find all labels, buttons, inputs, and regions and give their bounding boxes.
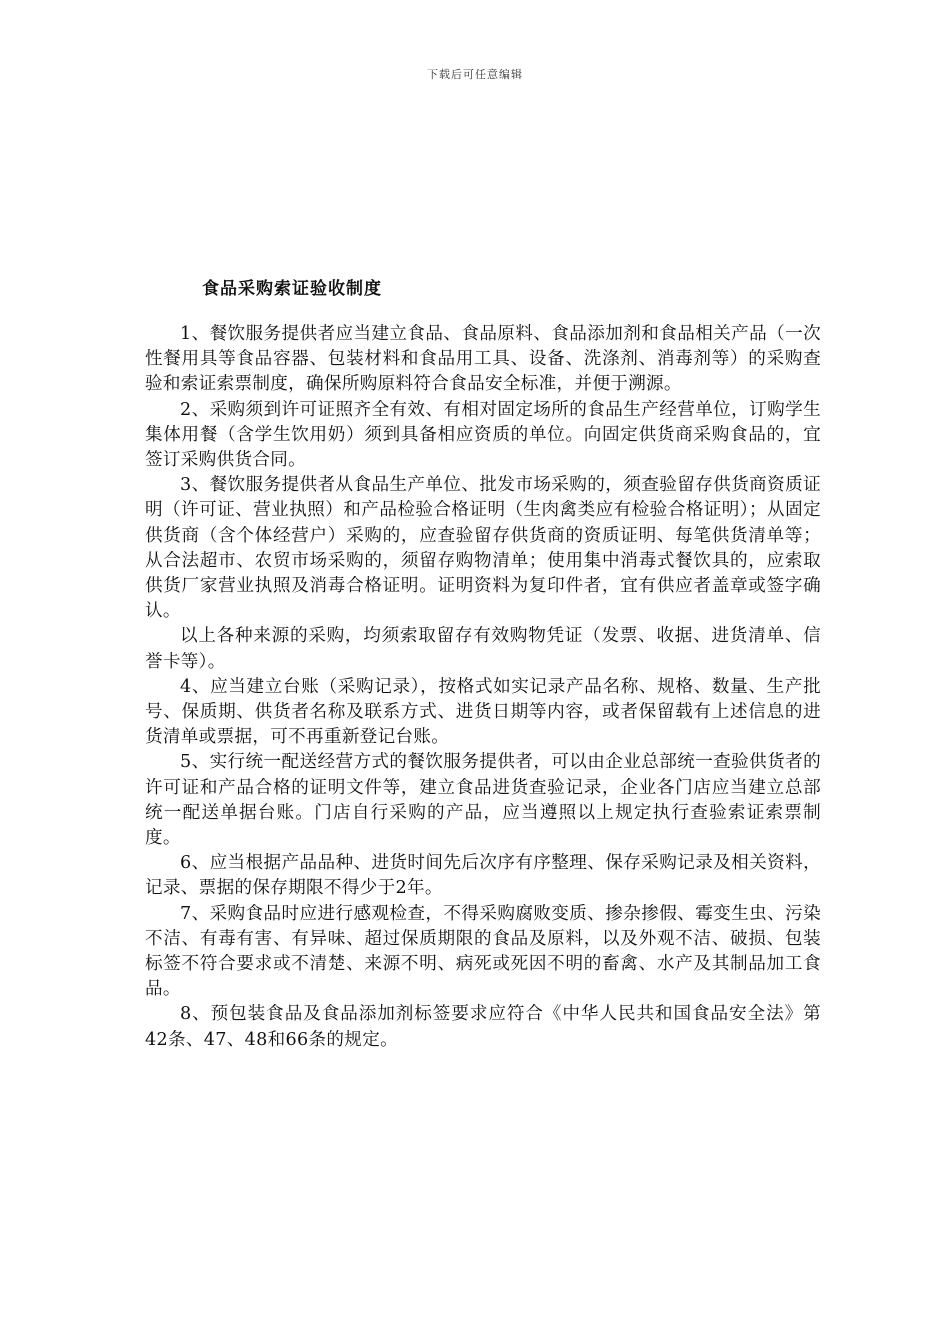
paragraph-8: 8、预包装食品及食品添加剂标签要求应符合《中华人民共和国食品安全法》第42条、47、48和66条的规定。 bbox=[145, 1004, 821, 1050]
document-body bbox=[145, 322, 821, 1053]
paragraph-3-note: 以上各种来源的采购，均须索取留存有效购物凭证（发票、收据、进货清单、信誉卡等）。 bbox=[145, 626, 821, 672]
paragraph-7: 7、采购食品时应进行感观检查，不得采购腐败变质、掺杂掺假、霉变生虫、污染不洁、有毒有害、有异味、超过保质期限的食品及原料，以及外观不洁、破损、包装标签不符合要求或不清楚、来源不明、病死或死因不明的畜禽、水产及其制品加工食品。 bbox=[145, 903, 821, 1000]
document-title: 食品采购索证验收制度 bbox=[202, 279, 382, 299]
paragraph-5: 5、实行统一配送经营方式的餐饮服务提供者，可以由企业总部统一查验供货者的许可证和产品合格的证明文件等，建立食品进货查验记录，企业各门店应当建立总部统一配送单据台账。门店自行采购的产品，应当遵照以上规定执行查验索证索票制度。 bbox=[145, 752, 821, 849]
paragraph-1: 1、餐饮服务提供者应当建立食品、食品原料、食品添加剂和食品相关产品（一次性餐用具等食品容器、包装材料和食品用工具、设备、洗涤剂、消毒剂等）的采购查验和索证索票制度，确保所购原料符合食品安全标准，并便于溯源。 bbox=[145, 324, 821, 395]
paragraph-6: 6、应当根据产品品种、进货时间先后次序有序整理、保存采购记录及相关资料，记录、票据的保存期限不得少于2年。 bbox=[145, 853, 821, 899]
paragraph-3: 3、餐饮服务提供者从食品生产单位、批发市场采购的，须查验留存供货商资质证明（许可证、营业执照）和产品检验合格证明（生肉禽类应有检验合格证明）；从固定供货商（含个体经营户）采购的，应查验留存供货商的资质证明、每笔供货清单等；从合法超市、农贸市场采购的，须留存购物清单；使用集中消毒式餐饮具的，应索取供货厂家营业执照及消毒合格证明。证明资料为复印件者，宜有供应者盖章或签字确认。 bbox=[145, 475, 821, 622]
paragraph-4: 4、应当建立台账（采购记录），按格式如实记录产品名称、规格、数量、生产批号、保质期、供货者名称及联系方式、进货日期等内容，或者保留载有上述信息的进货清单或票据，可不再重新登记台账。 bbox=[145, 676, 821, 748]
paragraph-2: 2、采购须到许可证照齐全有效、有相对固定场所的食品生产经营单位，订购学生集体用餐（含学生饮用奶）须到具备相应资质的单位。向固定供货商采购食品的，宜签订采购供货合同。 bbox=[145, 399, 821, 471]
page-header-note: 下载后可任意编辑 bbox=[427, 68, 523, 81]
